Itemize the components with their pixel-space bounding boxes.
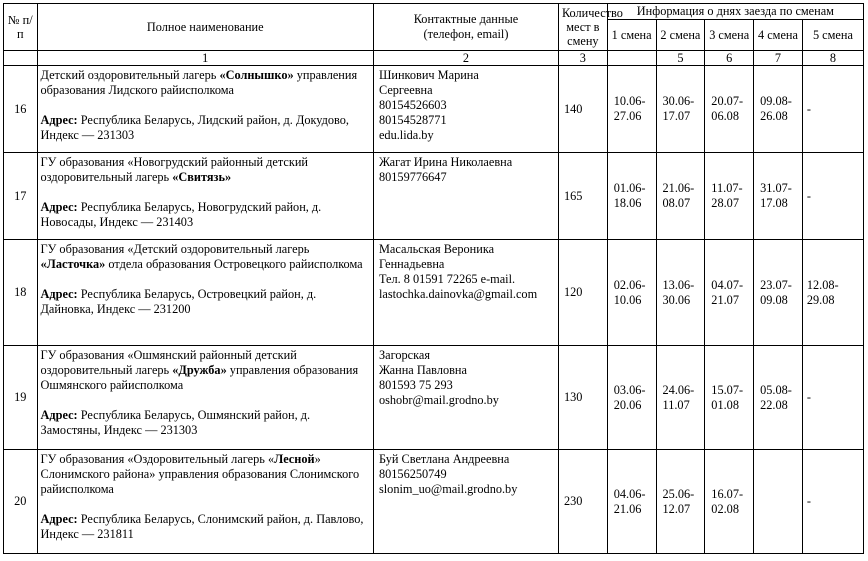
shift-date: 30.06-17.07 xyxy=(656,66,705,153)
camp-name-cell xyxy=(37,240,373,346)
camp-name-suffix: управления образования Ошмянского райисполкома xyxy=(40,363,359,392)
table-row xyxy=(4,450,864,554)
table-row xyxy=(4,66,864,153)
shift-date: 12.08-29.08 xyxy=(802,240,863,346)
places-count: 140 xyxy=(558,66,607,153)
header-name: Полное наименование xyxy=(37,4,373,51)
camp-address xyxy=(41,200,370,230)
shift-date: 21.06-08.07 xyxy=(656,153,705,240)
shift-date: - xyxy=(802,346,863,450)
camp-name-bold: «Ласточка» xyxy=(40,257,106,271)
camp-name-suffix: управления образования Лидского райисполкома xyxy=(40,68,358,97)
contact-line: 80156250749 xyxy=(378,467,447,481)
contact-line: Масальская Вероника xyxy=(378,242,495,256)
contact-line: Жагат Ирина Николаевна xyxy=(378,155,513,169)
shift-date: 01.06-18.06 xyxy=(607,153,656,240)
header-shift-2: 2 смена xyxy=(656,20,705,51)
camp-name-cell xyxy=(37,66,373,153)
address-text: Республика Беларусь, Лидский район, д. Докудово, Индекс — 231303 xyxy=(40,113,350,142)
shift-date: 23.07-09.08 xyxy=(754,240,803,346)
address-text: Республика Беларусь, Ошмянский район, д. Замостяны, Индекс — 231303 xyxy=(40,408,311,437)
shift-date: 25.06-12.07 xyxy=(656,450,705,554)
places-count: 165 xyxy=(558,153,607,240)
shift-date: 15.07-01.08 xyxy=(705,346,754,450)
contact-line: 801593 75 293 xyxy=(378,378,453,392)
row-number: 18 xyxy=(4,240,38,346)
table-row xyxy=(4,346,864,450)
contact-line: Буй Светлана Андреевна xyxy=(378,452,510,466)
camp-name-prefix: ГУ образования «Новогрудский районный детский оздоровительный лагерь xyxy=(40,155,308,184)
header-contacts-line2: (телефон, email) xyxy=(423,27,509,41)
header-shift-info: Информация о днях заезда по сменам xyxy=(607,4,863,20)
row-number: 19 xyxy=(4,346,38,450)
shift-date: - xyxy=(802,450,863,554)
shift-date: 05.08-22.08 xyxy=(754,346,803,450)
places-count: 230 xyxy=(558,450,607,554)
contact-line: edu.lida.by xyxy=(378,128,434,142)
camp-name-prefix: ГУ образования «Детский оздоровительный лагерь xyxy=(40,242,310,256)
contact-line: 80154528771 xyxy=(378,113,447,127)
camp-name-cell xyxy=(37,346,373,450)
shift-date: 16.07-02.08 xyxy=(705,450,754,554)
camp-name-cell xyxy=(37,153,373,240)
shift-date: - xyxy=(802,153,863,240)
places-count: 130 xyxy=(558,346,607,450)
contact-line: Загорская xyxy=(378,348,430,362)
table-row xyxy=(4,240,864,346)
contact-cell xyxy=(373,153,558,240)
header-contacts-line1: Контактные данные xyxy=(413,12,519,26)
shift-date: 13.06-30.06 xyxy=(656,240,705,346)
contact-cell xyxy=(373,240,558,346)
contact-cell xyxy=(373,450,558,554)
camp-name-prefix: ГУ образования «Ошмянский районный детский оздоровительный лагерь xyxy=(40,348,297,377)
camp-address xyxy=(41,113,370,143)
shift-date: 02.06-10.06 xyxy=(607,240,656,346)
column-number-3: 3 xyxy=(558,51,607,66)
address-label: Адрес: xyxy=(40,200,78,214)
row-number: 20 xyxy=(4,450,38,554)
shift-date: 10.06-27.06 xyxy=(607,66,656,153)
column-number-1: 1 xyxy=(37,51,373,66)
camp-name-cell xyxy=(37,450,373,554)
column-number-5: 5 xyxy=(656,51,705,66)
spacer xyxy=(41,98,370,113)
header-places: Количество мест в смену xyxy=(558,4,607,51)
spacer xyxy=(41,393,370,408)
header-row xyxy=(4,4,864,20)
column-number-blank xyxy=(607,51,656,66)
address-label: Адрес: xyxy=(40,408,78,422)
camp-name-suffix: отдела образования Островецкого райисполкома xyxy=(105,257,363,271)
contact-line: Шинкович Марина xyxy=(378,68,479,82)
header-shift-5: 5 смена xyxy=(802,20,863,51)
row-number: 17 xyxy=(4,153,38,240)
spacer xyxy=(41,497,370,512)
header-shift-3: 3 смена xyxy=(705,20,754,51)
contact-line: 80159776647 xyxy=(378,170,447,184)
shift-date xyxy=(754,450,803,554)
spacer xyxy=(41,185,370,200)
camp-name-bold: Лесной xyxy=(274,452,315,466)
camp-address xyxy=(41,512,370,542)
address-text: Республика Беларусь, Островецкий район, д. Дайновка, Индекс — 231200 xyxy=(40,287,317,316)
camp-address xyxy=(41,287,370,317)
address-label: Адрес: xyxy=(40,512,78,526)
address-text: Республика Беларусь, Слонимский район, д. Павлово, Индекс — 231811 xyxy=(40,512,364,541)
camp-name-bold: «Свитязь» xyxy=(172,170,232,184)
contact-line: 80154526603 xyxy=(378,98,447,112)
column-numbers-row xyxy=(4,51,864,66)
camp-name-bold: «Дружба» xyxy=(172,363,227,377)
contact-line: Геннадьевна xyxy=(378,257,445,271)
spacer xyxy=(41,272,370,287)
contact-line: Жанна Павловна xyxy=(378,363,467,377)
shift-date: 20.07-06.08 xyxy=(705,66,754,153)
shift-date: 31.07-17.08 xyxy=(754,153,803,240)
header-shift-4: 4 смена xyxy=(754,20,803,51)
column-number-8: 8 xyxy=(802,51,863,66)
table-row xyxy=(4,153,864,240)
shift-date: 09.08-26.08 xyxy=(754,66,803,153)
camp-name-prefix: ГУ образования «Оздоровительный лагерь « xyxy=(40,452,275,466)
shift-date: - xyxy=(802,66,863,153)
header-shift-1: 1 смена xyxy=(607,20,656,51)
camp-name-suffix: » Слонимского района» управления образования Слонимского райисполкома xyxy=(40,452,360,496)
camp-name-bold: «Солнышко» xyxy=(219,68,294,82)
contact-line: lastochka.dainovka@gmail.com xyxy=(378,287,538,301)
shift-date: 24.06-11.07 xyxy=(656,346,705,450)
contact-cell xyxy=(373,66,558,153)
contact-cell xyxy=(373,346,558,450)
header-contacts xyxy=(373,4,558,51)
contact-line: oshobr@mail.grodno.by xyxy=(378,393,499,407)
contact-line: slonim_uo@mail.grodno.by xyxy=(378,482,518,496)
column-number-blank xyxy=(4,51,38,66)
row-number: 16 xyxy=(4,66,38,153)
column-number-2: 2 xyxy=(373,51,558,66)
contact-line: Сергеевна xyxy=(378,83,433,97)
address-text: Республика Беларусь, Новогрудский район, д. Новосады, Индекс — 231403 xyxy=(40,200,322,229)
address-label: Адрес: xyxy=(40,113,78,127)
header-num: № п/п xyxy=(4,4,38,51)
camp-address xyxy=(41,408,370,438)
places-count: 120 xyxy=(558,240,607,346)
address-label: Адрес: xyxy=(40,287,78,301)
column-number-6: 6 xyxy=(705,51,754,66)
column-number-7: 7 xyxy=(754,51,803,66)
camp-name-prefix: Детский оздоровительный лагерь xyxy=(40,68,220,82)
shift-date: 04.07-21.07 xyxy=(705,240,754,346)
shift-date: 03.06-20.06 xyxy=(607,346,656,450)
shift-date: 04.06-21.06 xyxy=(607,450,656,554)
shift-date: 11.07-28.07 xyxy=(705,153,754,240)
camps-table xyxy=(3,3,864,554)
contact-line: Тел. 8 01591 72265 e-mail. xyxy=(378,272,516,286)
